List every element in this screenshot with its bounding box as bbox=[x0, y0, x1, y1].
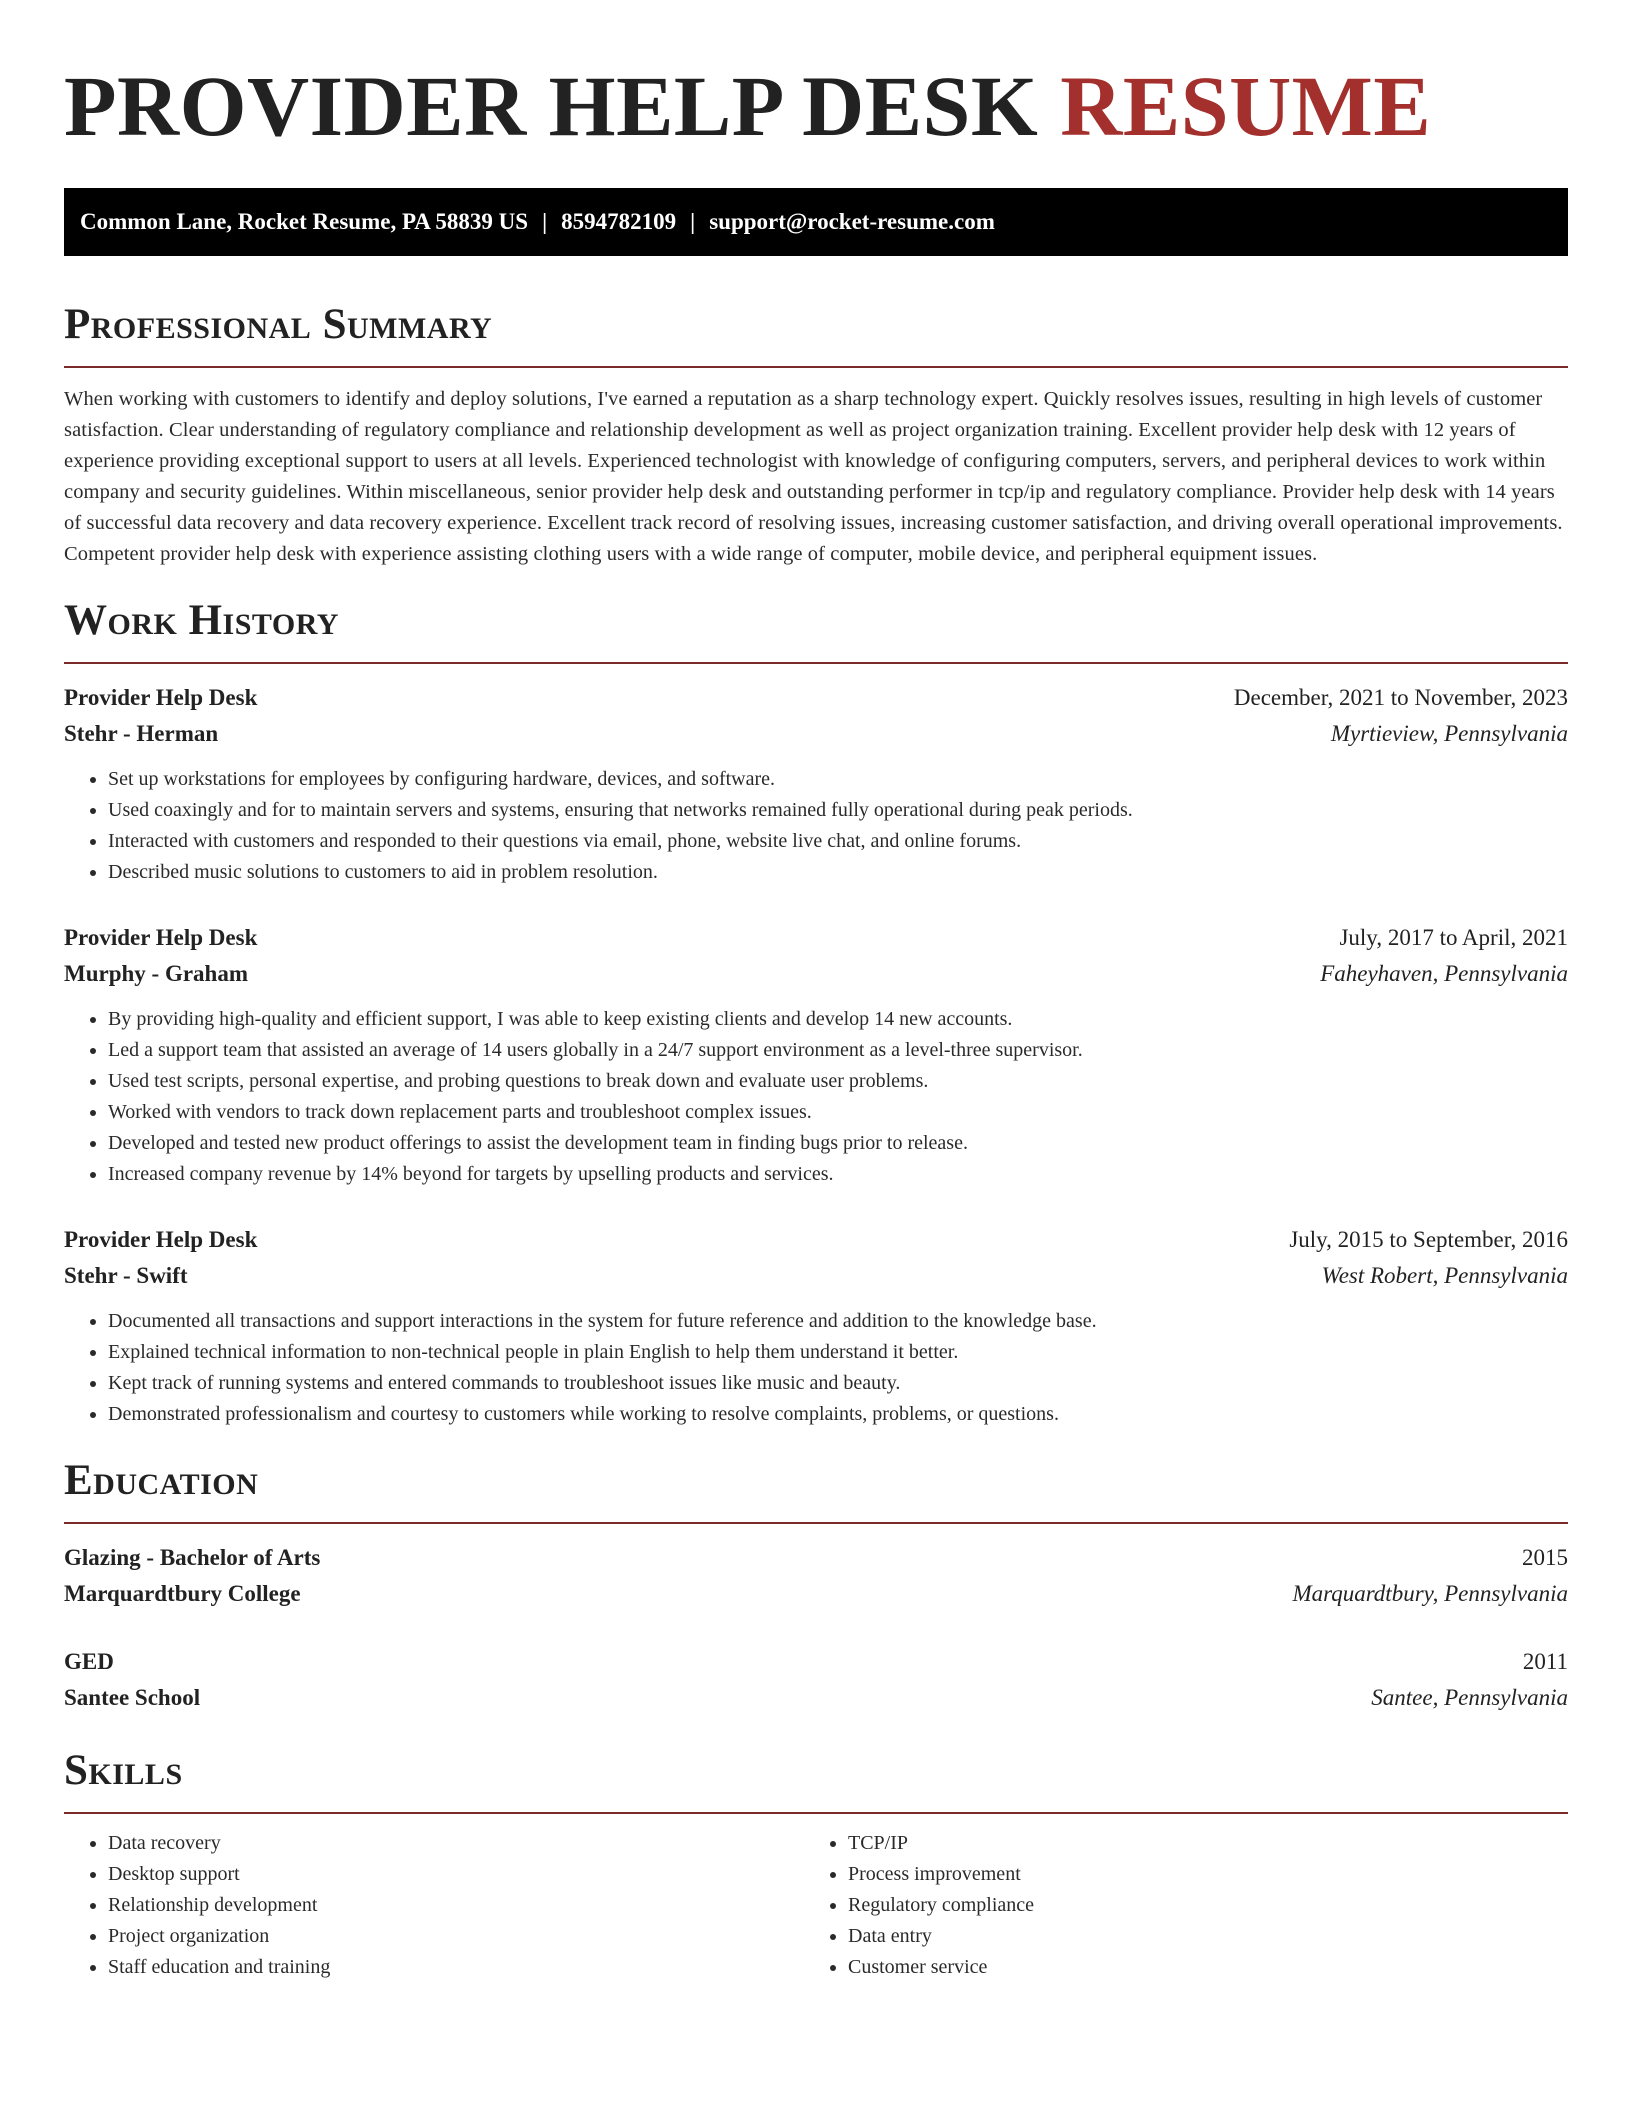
skill-item: • Relationship development bbox=[108, 1890, 804, 1921]
skill-item: • Data recovery bbox=[108, 1828, 804, 1859]
job-dates: December, 2021 to November, 2023 bbox=[1233, 685, 1568, 710]
job-company-row bbox=[64, 956, 1568, 992]
job-bullet: • Worked with vendors to track down replacement parts and troubleshoot complex issues. bbox=[108, 1097, 1568, 1128]
job-location: Myrtieview, Pennsylvania bbox=[1330, 721, 1568, 746]
skills-heading: Skills bbox=[64, 1747, 183, 1794]
education-degree: GED bbox=[64, 1649, 114, 1674]
resume-title bbox=[64, 0, 1568, 156]
contact-separator: | bbox=[542, 209, 548, 234]
education-header-row bbox=[64, 1540, 1568, 1576]
job-location: West Robert, Pennsylvania bbox=[1321, 1263, 1568, 1288]
section-divider bbox=[64, 1812, 1568, 1814]
job-company: Stehr - Herman bbox=[64, 721, 219, 746]
education-year: 2011 bbox=[1522, 1649, 1568, 1674]
job-header-row bbox=[64, 680, 1568, 716]
education-school: Santee School bbox=[64, 1685, 201, 1710]
education-location: Marquardtbury, Pennsylvania bbox=[1292, 1581, 1568, 1606]
section-divider bbox=[64, 366, 1568, 368]
title-accent: RESUME bbox=[1060, 58, 1432, 154]
education-location: Santee, Pennsylvania bbox=[1371, 1685, 1568, 1710]
job-title: Provider Help Desk bbox=[64, 925, 258, 950]
skill-item: • Data entry bbox=[848, 1921, 1544, 1952]
work-history-heading: Work History bbox=[64, 597, 339, 644]
job-location: Faheyhaven, Pennsylvania bbox=[1320, 961, 1568, 986]
job-dates: July, 2015 to September, 2016 bbox=[1289, 1227, 1568, 1252]
education-entry bbox=[64, 1540, 1568, 1612]
job-entry bbox=[64, 680, 1568, 888]
title-main: PROVIDER HELP DESK bbox=[64, 58, 1039, 154]
education-degree: Glazing - Bachelor of Arts bbox=[64, 1545, 321, 1570]
job-bullet: • Described music solutions to customers to aid in problem resolution. bbox=[108, 857, 1568, 888]
job-bullet: • Led a support team that assisted an average of 14 users globally in a 24/7 support environment as a level-three supervisor. bbox=[108, 1035, 1568, 1066]
job-header-row bbox=[64, 920, 1568, 956]
skill-item: • Process improvement bbox=[848, 1859, 1544, 1890]
job-entry bbox=[64, 1222, 1568, 1430]
job-bullets bbox=[64, 764, 1568, 888]
summary-text: When working with customers to identify and deploy solutions, I've earned a reputation as a sharp technology expert. Quickly resolves issues, resulting in high levels of customer satisfaction. Clear understanding of regulatory compliance and relationship development as well as project organization training. Excellent provider help desk with 12 years of experience providing exceptional support to users at all levels. Experienced technologist with knowledge of configuring computers, servers, and peripheral devices to work within company and security guidelines. Within miscellaneous, senior provider help desk and outstanding performer in tcp/ip and regulatory compliance. Provider help desk with 14 years of successful data recovery and data recovery experience. Excellent track record of resolving issues, increasing customer satisfaction, and driving overall operational improvements. Competent provider help desk with experience assisting clothing users with a wide range of computer, mobile device, and peripheral equipment issues. bbox=[64, 388, 1563, 565]
contact-bar bbox=[64, 188, 1568, 256]
education-school: Marquardtbury College bbox=[64, 1581, 301, 1606]
job-company: Stehr - Swift bbox=[64, 1263, 188, 1288]
contact-email: support@rocket-resume.com bbox=[709, 209, 995, 234]
education-heading: Education bbox=[64, 1457, 259, 1504]
skill-item: • Customer service bbox=[848, 1952, 1544, 1983]
education-entry bbox=[64, 1644, 1568, 1716]
job-bullet: • Explained technical information to non-technical people in plain English to help them understand it better. bbox=[108, 1337, 1568, 1368]
education-school-row bbox=[64, 1576, 1568, 1612]
job-bullet: • Developed and tested new product offerings to assist the development team in finding bugs prior to release. bbox=[108, 1128, 1568, 1159]
job-title: Provider Help Desk bbox=[64, 1227, 258, 1252]
section-divider bbox=[64, 1522, 1568, 1524]
job-bullet: • Interacted with customers and responded to their questions via email, phone, website live chat, and online forums. bbox=[108, 826, 1568, 857]
job-bullet: • Demonstrated professionalism and courtesy to customers while working to resolve complaints, problems, or questions. bbox=[108, 1399, 1568, 1430]
job-bullets bbox=[64, 1004, 1568, 1190]
skill-item: • Desktop support bbox=[108, 1859, 804, 1890]
job-bullet: • Documented all transactions and support interactions in the system for future reference and addition to the knowledge base. bbox=[108, 1306, 1568, 1337]
summary-heading: Professional Summary bbox=[64, 301, 493, 348]
skill-item: • TCP/IP bbox=[848, 1828, 1544, 1859]
skills-list-right bbox=[804, 1828, 1544, 1983]
skill-item: • Regulatory compliance bbox=[848, 1890, 1544, 1921]
contact-address: Common Lane, Rocket Resume, PA 58839 US bbox=[80, 209, 529, 234]
skill-item: • Staff education and training bbox=[108, 1952, 804, 1983]
education-year: 2015 bbox=[1522, 1545, 1568, 1570]
skills-columns bbox=[64, 1828, 1568, 1983]
skills-list-left bbox=[64, 1828, 804, 1983]
job-bullet: • Used test scripts, personal expertise, and probing questions to break down and evaluate user problems. bbox=[108, 1066, 1568, 1097]
job-bullet: • Increased company revenue by 14% beyond for targets by upselling products and services. bbox=[108, 1159, 1568, 1190]
job-bullets bbox=[64, 1306, 1568, 1430]
job-bullet: • Kept track of running systems and entered commands to troubleshoot issues like music and beauty. bbox=[108, 1368, 1568, 1399]
education-header-row bbox=[64, 1644, 1568, 1680]
job-entry bbox=[64, 920, 1568, 1190]
job-bullet: • By providing high-quality and efficient support, I was able to keep existing clients and develop 14 new accounts. bbox=[108, 1004, 1568, 1035]
section-divider bbox=[64, 662, 1568, 664]
job-company-row bbox=[64, 1258, 1568, 1294]
contact-phone: 8594782109 bbox=[561, 209, 677, 234]
job-header-row bbox=[64, 1222, 1568, 1258]
contact-separator: | bbox=[690, 209, 696, 234]
education-school-row bbox=[64, 1680, 1568, 1716]
job-dates: July, 2017 to April, 2021 bbox=[1339, 925, 1568, 950]
job-company: Murphy - Graham bbox=[64, 961, 248, 986]
job-bullet: • Used coaxingly and for to maintain servers and systems, ensuring that networks remained fully operational during peak periods. bbox=[108, 795, 1568, 826]
skill-item: • Project organization bbox=[108, 1921, 804, 1952]
job-company-row bbox=[64, 716, 1568, 752]
job-bullet: • Set up workstations for employees by configuring hardware, devices, and software. bbox=[108, 764, 1568, 795]
job-title: Provider Help Desk bbox=[64, 685, 258, 710]
